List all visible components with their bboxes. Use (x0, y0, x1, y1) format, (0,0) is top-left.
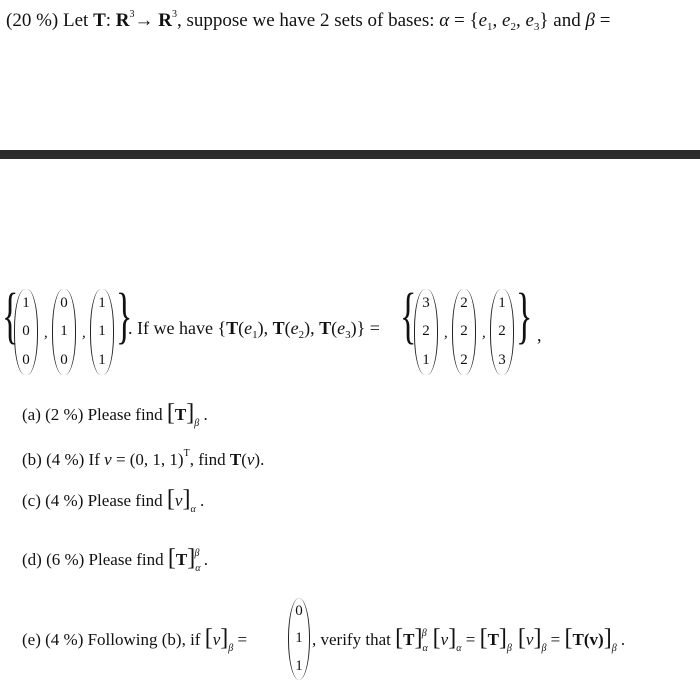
image-vector-2: 2 2 2 (452, 289, 476, 375)
question-b: (b) (4 %) If v = (0, 1, 1)$^T$, find T(v). (22, 448, 265, 469)
basis-row: { 1 0 0 , 0 1 0 , 1 1 1 } . If we have {$T(e_1)$, $T(e_2)$, $T(e_3)$} = { 3 2 1 , 2 2 2 , 1 2 3 } , (0, 285, 700, 380)
question-e: (e) (4 %) Following (b), if $[v]_\beta$ = 0 1 1 , verify that $[T]_\alpha^\beta$ $[v]_\alpha = [T]_\beta$ $[v]_\beta = [T(v)]_\beta$ . (0, 598, 700, 682)
v-beta-vector: 0 1 1 (288, 598, 310, 680)
right-brace: } (116, 282, 133, 350)
question-a: (a) (2 %) Please find $[T]_\beta$ . (22, 400, 208, 429)
question-d: (d) (6 %) Please find $[T]_\alpha^\beta$ . (22, 545, 208, 574)
beta-vector-2: 0 1 0 (52, 289, 76, 375)
left-brace: { (2, 282, 19, 350)
beta-vector-1: 1 0 0 (14, 289, 38, 375)
beta-vector-3: 1 1 1 (90, 289, 114, 375)
image-vector-3: 1 2 3 (490, 289, 514, 375)
separator-bar (0, 150, 700, 159)
image-vector-1: 3 2 1 (414, 289, 438, 375)
problem-header: (20 %) Let T: $R^3\to R^3$, suppose we have 2 sets of bases: $\alpha = \{e_1$, $e_2$, $e_3$} and β = (6, 9, 611, 33)
question-c: (c) (4 %) Please find $[v]_\alpha$ . (22, 486, 205, 515)
image-statement: . If we have {$T(e_1)$, $T(e_2)$, $T(e_3)$} = (128, 318, 380, 341)
